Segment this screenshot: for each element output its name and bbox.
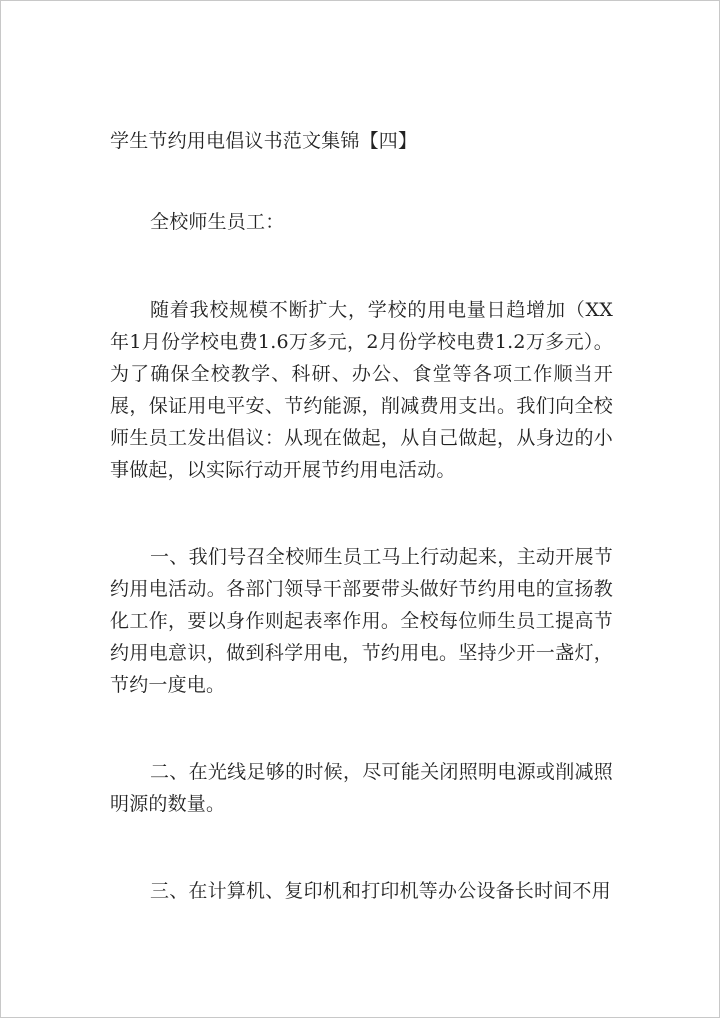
paragraph-item-1: 一、我们号召全校师生员工马上行动起来，主动开展节约用电活动。各部门领导干部要带头做好节约用电的宣扬教化工作，要以身作则起表率作用。全校每位师生员工提高节约用电意识，做到科学用电，节约用电。坚持少开一盏灯，节约一度电。	[110, 546, 613, 696]
salutation: 全校师生员工：	[150, 211, 285, 233]
document-body	[110, 125, 613, 907]
paragraph-item-2: 二、在光线足够的时候，尽可能关闭照明电源或削减照明源的数量。	[110, 761, 613, 815]
document-title: 学生节约用电倡议书范文集锦【四】	[110, 130, 418, 152]
paragraph-item-3: 三、在计算机、复印机和打印机等办公设备长时间不用	[150, 880, 611, 902]
paragraph-intro: 随着我校规模不断扩大，学校的用电量日趋增加（XX年1月份学校电费1.6万多元，2月份学校电费1.2万多元）。为了确保全校教学、科研、办公、食堂等各项工作顺当开展，保证用电平安、节约能源，削减费用支出。我们向全校师生员工发出倡议：从现在做起，从自己做起，从身边的小事做起，以实际行动开展节约用电活动。	[110, 299, 613, 481]
